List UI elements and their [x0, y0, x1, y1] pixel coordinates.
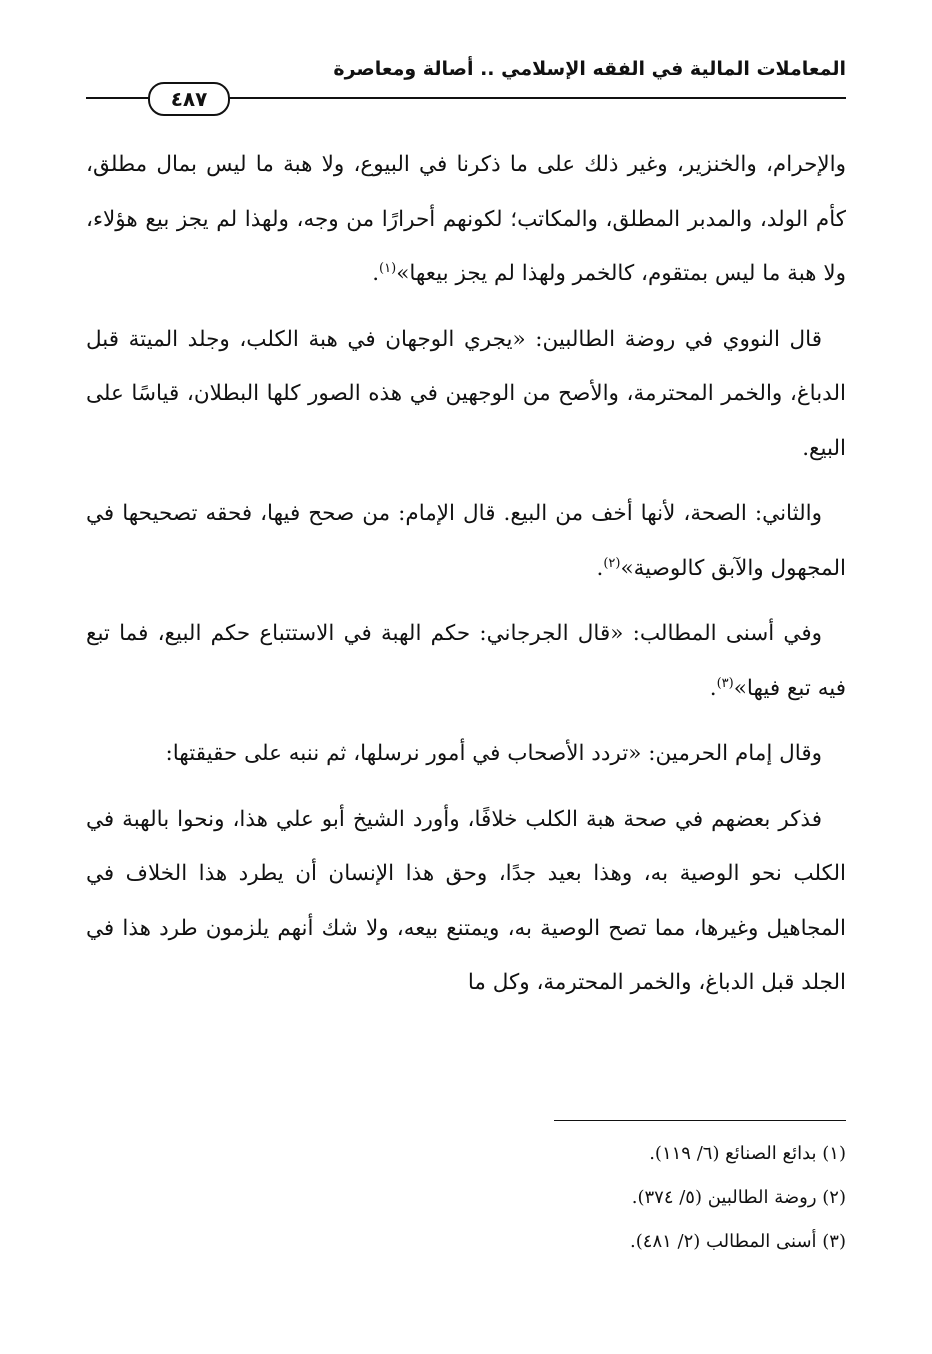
paragraph-tail: . — [372, 261, 380, 286]
paragraph-text: وفي أسنى المطالب: «قال الجرجاني: حكم الهبة في الاستتباع حكم البيع، فما تبع فيه تبع فيها» — [86, 621, 846, 701]
footnotes — [246, 1132, 846, 1264]
paragraph — [86, 138, 846, 302]
page-number: ٤٨٧ — [148, 82, 230, 116]
footnote: (٣) أسنى المطالب (٢/ ٤٨١). — [630, 1231, 846, 1252]
footnote: (٢) روضة الطالبين (٥/ ٣٧٤). — [631, 1187, 846, 1208]
paragraph — [86, 313, 846, 477]
footnote-ref: (٢) — [603, 555, 621, 571]
paragraph — [86, 727, 846, 782]
paragraph — [86, 487, 846, 596]
body-text — [86, 138, 846, 1022]
paragraph-tail: . — [596, 555, 604, 581]
paragraph-text: وقال إمام الحرمين: «تردد الأصحاب في أمور نرسلها، ثم ننبه على حقيقتها: — [165, 741, 822, 766]
paragraph-text: والإحرام، والخنزير، وغير ذلك على ما ذكرنا في البيوع، ولا هبة ما ليس بمال مطلق، كأم الولد، والمدبر المطلق، والمكاتب؛ لكونهم أحرارًا من وجه، ولهذا لم يجز بيع هؤلاء، ولا هبة ما ليس بمتقوم، كالخمر ولهذا لم يجز بيعها» — [86, 152, 846, 286]
paragraph-text: والثاني: الصحة، لأنها أخف من البيع. قال الإمام: من صحح فيها، فحقه تصحيحها في المجهول والآبق كالوصية» — [86, 501, 846, 581]
footnote-ref: (٣) — [716, 675, 734, 691]
footnote: (١) بدائع الصنائع (٦/ ١١٩). — [649, 1143, 846, 1164]
paragraph-text: فذكر بعضهم في صحة هبة الكلب خلافًا، وأورد الشيخ أبو علي هذا، ونحوا بالهبة في الكلب نحو الوصية به، وهذا بعيد جدًا، وحق هذا الإنسان أن يطرد هذا الخلاف في المجاهيل وغيرها، مما تصح الوصية به، ويمتنع بيعه، ولا شك أنهم يلزمون طرد هذا في الجلد قبل الدباغ، والخمر المحترمة، وكل ما — [86, 806, 846, 995]
running-header-title: المعاملات المالية في الفقه الإسلامي .. أصالة ومعاصرة — [333, 58, 846, 80]
footnote-separator — [554, 1120, 846, 1121]
paragraph — [86, 793, 846, 1011]
paragraph-tail: . — [709, 675, 717, 701]
paragraph — [86, 607, 846, 716]
paragraph-text: قال النووي في روضة الطالبين: «يجري الوجهان في هبة الكلب، وجلد الميتة قبل الدباغ، والخمر المحترمة، والأصح من الوجهين في هذه الصور كلها البطلان، قياسًا على البيع. — [86, 326, 846, 461]
footnote-ref: (١) — [379, 260, 397, 276]
